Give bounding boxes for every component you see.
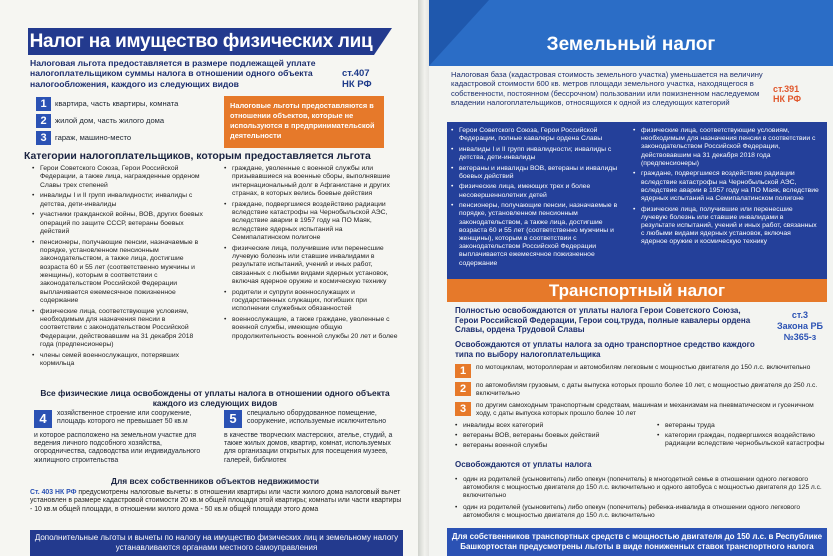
reduced-rates-banner: Для собственников транспортных средств с мощностью двигателя до 150 л.с. в Республике Башкортостан предусмотрены льготы в виде пониженных ставок транспортного налога: [447, 528, 827, 556]
exempt-number: 5: [224, 410, 242, 428]
vehicle-text: по мотоциклам, мотороллерам и автомобилям легковым с мощностью двигателя до 150 л.с. включительно: [476, 364, 811, 371]
transport-tax-title: Транспортный налог: [447, 279, 827, 302]
list-item: • категории граждан, подвергшихся воздействию радиации вследствие чернобыльской катастрофы: [657, 432, 827, 448]
vehicle-number: 1: [455, 364, 471, 378]
vehicle-item: [455, 364, 825, 378]
list-item: • физические лица, соответствующие условиям, необходимым для назначения пенсии в соответствии с законодательством Российской Федерации, действовавшим на 31 декабря 2018 года (предпенсионеры): [633, 127, 819, 168]
article-reference: [777, 310, 823, 343]
categories-list-left: [32, 165, 207, 371]
object-number: 3: [36, 131, 51, 145]
exempt-item-4-cont: и которое расположено на земельном участке для ведения личного подсобного хозяйства, огородничества, садоводства или индивидуального жилищного строительства: [34, 432, 201, 464]
property-tax-title: Налог на имущество физических лиц: [28, 28, 374, 55]
exempt-text: специально оборудованное помещение, сооружение, используемые исключительно: [247, 410, 387, 426]
non-business-note: Налоговые льготы предоставляются в отношении объектов, которые не используются в предпринимательской деятельности: [224, 96, 384, 148]
object-item: [36, 114, 164, 130]
one-vehicle-title: Освобождаются от уплаты налога за одно транспортное средство каждого типа по выбору налогоплательщика: [455, 340, 755, 359]
list-item: • инвалиды I и II групп инвалидности; инвалиды с детства, дети-инвалиды: [451, 146, 621, 162]
eligible-list-left: [455, 422, 645, 452]
exempt-text: хозяйственное строение или сооружение, площадь которого не превышает 50 кв.м: [57, 410, 192, 426]
transport-tax-intro: Полностью освобождаются от уплаты налога Герои Советского Союза, Герои Российской Федерации, Герои соц.труда, полные кавалеры ордена Славы, ордена Трудовой Славы: [455, 306, 751, 335]
local-benefits-banner: Дополнительные льготы и вычеты по налогу на имущество физических лиц и земельному налогу устанавливаются органами местного самоуправления: [30, 530, 403, 556]
list-item: • Герои Советского Союза, Герои Российской Федерации, а также лица, награжденные орденом Славы трех степеней: [32, 165, 207, 190]
list-item: • ветераны и инвалиды ВОВ, ветераны и инвалиды боевых действий: [451, 165, 621, 181]
property-tax-intro: Налоговая льгота предоставляется в размере подлежащей уплате налогоплательщиком суммы налога в отношении одного объекта налогообложения, каждого из следующих видов: [30, 58, 316, 89]
object-item: [36, 131, 131, 147]
all-owners-title: Для всех собственников объектов недвижимости: [111, 476, 319, 486]
exempt-item-5-cont: в качестве творческих мастерских, ателье, студий, а также жилых домов, квартир, комнат, используемых для организации открытых для посещения музеев, галерей, библиотек: [224, 432, 393, 464]
eligible-list-right: [657, 422, 827, 450]
article-reference: [342, 68, 382, 90]
list-item: • ветераны ВОВ, ветераны боевых действий: [455, 432, 645, 440]
exempt-title: Все физические лица освобождены от уплаты налога в отношении одного объекта каждого из следующих видов: [40, 388, 390, 408]
list-item: • родители и супруги военнослужащих и государственных служащих, погибших при исполнении служебных обязанностей: [224, 289, 398, 314]
list-item: • один из родителей (усыновитель) либо опекун (попечитель) в многодетной семье в отношении одного легкового автомобиля с мощностью двигателя до 150 л.с. включительно и одного автобуса с мощностью двигателя до 125 л.с. включительно: [455, 476, 825, 500]
list-item: • военнослужащие, а также граждане, уволенные с военной службы, имеющие общую продолжительность военной службы 20 лет и более: [224, 316, 398, 341]
list-item: • Герои Советского Союза, Герои Российской Федерации, полные кавалеры ордена Славы: [451, 127, 621, 143]
list-item: • ветераны военной службы: [455, 442, 645, 450]
list-item: • граждане, подвергшиеся воздействию радиации вследствие катастрофы на Чернобыльской АЭС, вследствие аварии в 1957 году на ПО Маяк, вследствие ядерных испытаний на Семипалатинском полигоне: [633, 170, 819, 203]
exempt-number: 4: [34, 410, 52, 428]
vehicle-text: по автомобилям грузовым, с даты выпуска которых прошло более 10 лет, с мощностью двигателя до 250 л.с. включительно: [476, 382, 818, 397]
title-ribbon-tail: [374, 28, 392, 55]
object-text: квартира, часть квартиры, комната: [55, 99, 179, 108]
list-item: • физические лица, получившие или перенесшие лучевую болезнь или ставшие инвалидами в результате испытаний, учений и иных работ, связанных с любыми видами ядерных установок, включая ядерное оружие и космическую технику: [633, 206, 819, 247]
land-tax-header: [429, 0, 833, 66]
list-item: • инвалиды всех категорий: [455, 422, 645, 430]
vehicle-number: 3: [455, 402, 471, 416]
list-item: • участники гражданской войны, ВОВ, других боевых операций по защите СССР, ветераны боевых действий: [32, 211, 207, 236]
exempt-item-4: [34, 410, 214, 428]
exempt-title: Освобождаются от уплаты налога: [455, 460, 592, 469]
land-transport-page: [429, 0, 833, 556]
article-407-label: ст.407 НК РФ: [342, 68, 372, 90]
list-item: • физические лица, соответствующие условиям, необходимым для назначения пенсии в соответствии с законодательством Российской Федерации, действовавшим на 31 декабря 2018 года (предпенсионеры): [32, 308, 207, 349]
object-text: жилой дом, часть жилого дома: [55, 116, 165, 125]
deduction-ref: Ст. 403 НК РФ: [30, 489, 77, 496]
law-reference-label: ст.3 Закона РБ №365-з: [777, 310, 823, 342]
page-fold: [418, 0, 429, 556]
vehicle-item: [455, 402, 825, 418]
exempt-list: [455, 476, 825, 524]
list-item: • физические лица, имеющих трех и более несовершеннолетних детей: [451, 183, 621, 199]
list-item: • пенсионеры, получающие пенсии, назначаемые в порядке, установленном пенсионным законодательством, а также лица, достигшие возраста 60 и 55 лет (соответственно мужчины и женщины), которым в соответствии с законодательством Российской Федерации выплачивается ежемесячное пожизненное содержание: [32, 239, 207, 305]
categories-list-right: [224, 165, 398, 343]
deduction-text: предусмотрены налоговые вычеты: в отношении квартиры или части жилого дома налоговый вычет установлен в размере кадастровой стоимости 20 кв.м общей площади этой квартиры; комнаты или части квартиры - 10 кв.м общей площади, в отношении жилого дома - 50 кв.м общей площади этого дома: [30, 489, 402, 513]
list-item: • один из родителей (усыновитель) либо опекун (попечитель) ребенка-инвалида в отношении одного легкового автомобиля с мощностью двигателя до 150 л.с. включительно: [455, 504, 825, 520]
vehicle-text: по другим самоходным транспортным средствам, машинам и механизмам на пневматическом и гусеничном ходу, с даты выпуска которых прошло более 10 лет: [476, 402, 814, 417]
land-categories-left: [451, 127, 621, 270]
list-item: • физические лица, получившие или перенесшие лучевую болезнь или ставшие инвалидами в результате испытаний, учений и иных работ, связанных с любыми видами ядерных установок, включая ядерное оружие и космическую технику: [224, 245, 398, 286]
list-item: • ветераны труда: [657, 422, 827, 430]
article-reference: [773, 84, 813, 104]
list-item: • граждане, подвергшиеся воздействию радиации вследствие катастрофы на Чернобыльской АЭС, вследствие аварии в 1957 году на ПО Маяк, вследствие ядерных испытаний на Семипалатинском полигоне: [224, 201, 398, 242]
land-tax-title: Земельный налог: [546, 34, 716, 55]
vehicle-number: 2: [455, 382, 471, 396]
deduction-paragraph: [30, 489, 402, 514]
article-391-label: ст.391 НК РФ: [773, 84, 802, 104]
list-item: • пенсионеры, получающие пенсии, назначаемые в порядке, установленном пенсионным законодательством, а также лица, достигшие возраста 60 и 55 лет (соответственно мужчины и женщины), которым в соответствии с законодательством Российской Федерации выплачивается ежемесячное пожизненное содержание: [451, 202, 621, 268]
categories-title: Категории налогоплательщиков, которым предоставляется льгота: [24, 151, 371, 162]
land-categories-right: [633, 127, 819, 249]
object-item: [36, 97, 178, 113]
land-tax-base-text: Налоговая база (кадастровая стоимость земельного участка) уменьшается на величину кадастровой стоимости 600 кв. метров площади земельного участка, находящегося в собственности, постоянном (бессрочном) пользовании или пожизненном наследуемом владении налогоплательщиков, относящихся к одной из следующих категорий: [451, 70, 763, 108]
list-item: • граждане, уволенные с военной службы или призывавшиеся на военные сборы, выполнявшие интернациональный долг в Афганистане и других странах, в которых велись боевые действия: [224, 165, 398, 198]
object-number: 2: [36, 114, 51, 128]
object-number: 1: [36, 97, 51, 111]
vehicle-item: [455, 382, 825, 398]
list-item: • члены семей военнослужащих, потерявших кормильца: [32, 352, 207, 369]
exempt-item-5: [224, 410, 399, 428]
object-text: гараж, машино-место: [55, 133, 132, 142]
list-item: • инвалиды I и II групп инвалидности; инвалиды с детства, дети-инвалиды: [32, 192, 207, 209]
